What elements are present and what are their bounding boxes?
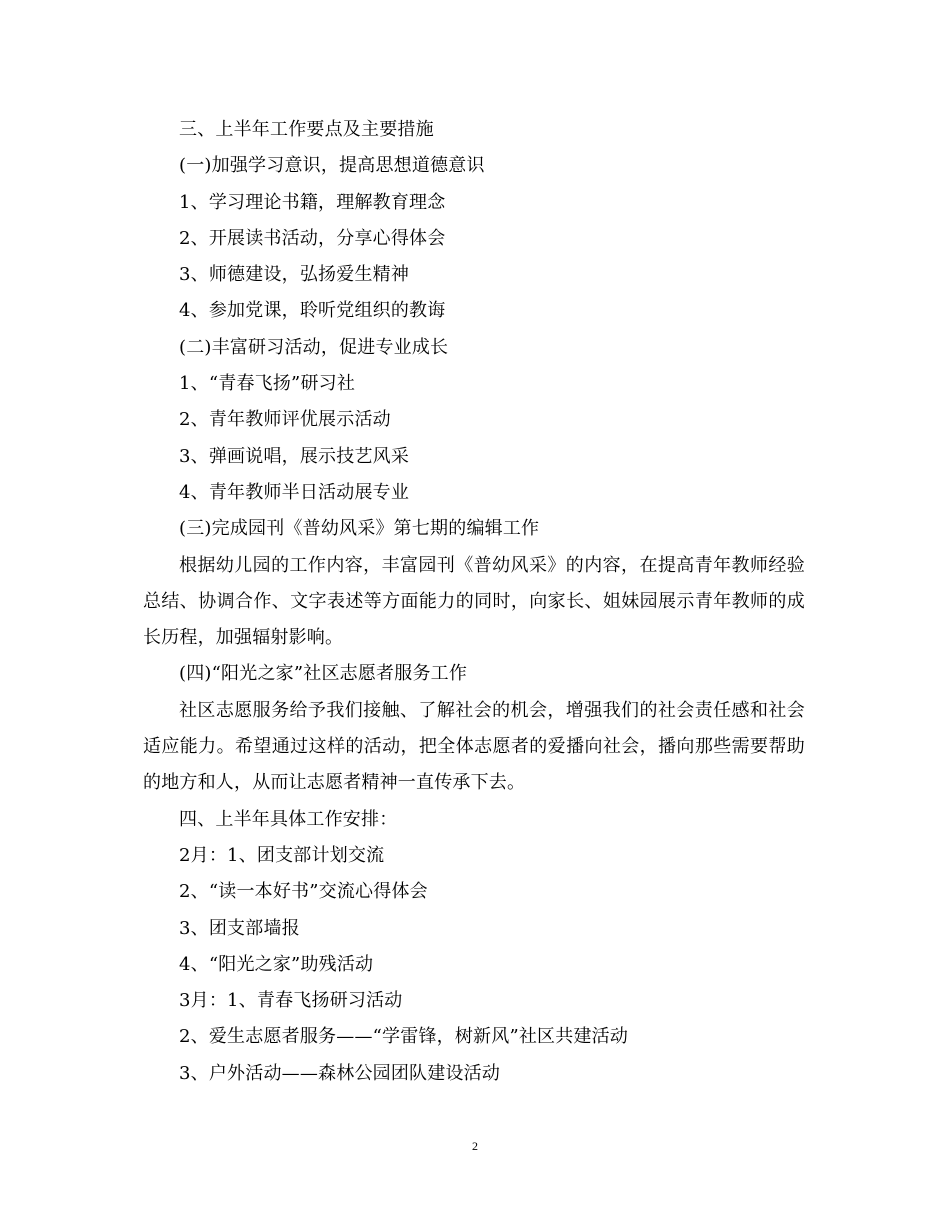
schedule-item: 3月：1、青春飞扬研习活动 [179, 990, 403, 1012]
list-item: 3、弹画说唱，展示技艺风采 [179, 445, 410, 467]
schedule-item: 2、爱生志愿者服务——“学雷锋，树新风”社区共建活动 [179, 1026, 629, 1048]
subsection-heading-2: (二)丰富研习活动，促进专业成长 [179, 336, 449, 358]
list-item: 3、师德建设，弘扬爱生精神 [179, 264, 410, 286]
list-item: 4、青年教师半日活动展专业 [179, 481, 410, 503]
section-heading-3: 三、上半年工作要点及主要措施 [179, 119, 434, 140]
page-number: 2 [472, 1139, 478, 1153]
subsection-heading-4: (四)“阳光之家”社区志愿者服务工作 [179, 663, 468, 685]
schedule-item: 3、户外活动——森林公园团队建设活动 [179, 1062, 501, 1084]
body-paragraph: 社区志愿服务给予我们接触、了解社会的机会，增强我们的社会责任感和社会适应能力。希望通过这样的活动，把全体志愿者的爱播向社会，播向那些需要帮助的地方和人，从而让志愿者精神一直传承下去。 [143, 699, 805, 794]
schedule-item: 4、“阳光之家”助残活动 [179, 953, 374, 975]
body-paragraph: 根据幼儿园的工作内容，丰富园刊《普幼风采》的内容，在提高青年教师经验总结、协调合作、文字表述等方面能力的同时，向家长、姐妹园展示青年教师的成长历程，加强辐射影响。 [143, 554, 805, 649]
list-item: 1、学习理论书籍，理解教育理念 [179, 191, 446, 213]
schedule-item: 2、“读一本好书”交流心得体会 [179, 881, 428, 903]
list-item: 2、青年教师评优展示活动 [179, 409, 391, 431]
schedule-item: 3、团支部墙报 [179, 917, 300, 939]
schedule-item: 2月：1、团支部计划交流 [179, 844, 385, 866]
document-body [143, 112, 808, 1092]
subsection-heading-3: (三)完成园刊《普幼风采》第七期的编辑工作 [179, 518, 540, 540]
list-item: 4、参加党课，聆听党组织的教诲 [179, 300, 446, 322]
subsection-heading-1: (一)加强学习意识，提高思想道德意识 [179, 155, 485, 177]
list-item: 2、开展读书活动，分享心得体会 [179, 227, 446, 249]
list-item: 1、“青春飞扬”研习社 [179, 373, 356, 395]
section-heading-4: 四、上半年具体工作安排： [179, 808, 398, 830]
